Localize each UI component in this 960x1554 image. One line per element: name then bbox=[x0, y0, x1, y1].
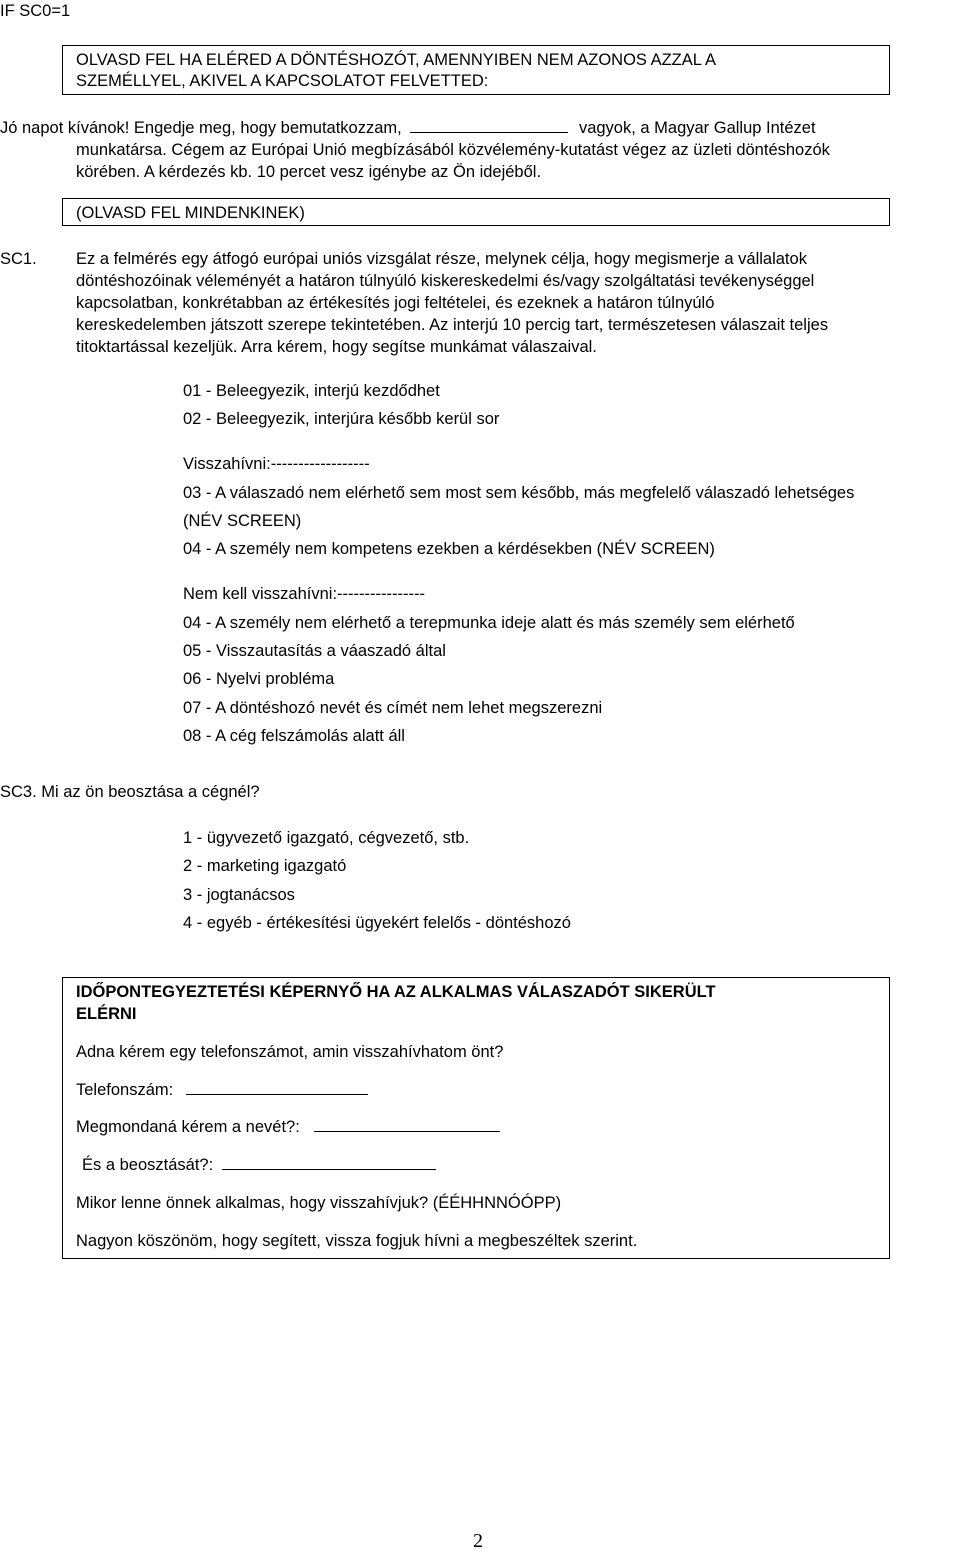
intro-line-1: OLVASD FEL HA ELÉRED A DÖNTÉSHOZÓT, AMENNYIBEN NEM AZONOS AZZAL A bbox=[76, 51, 716, 69]
sc3-option: 3 - jogtanácsos bbox=[183, 886, 295, 904]
no-callback-heading: Nem kell visszahívni:---------------- bbox=[183, 585, 425, 603]
sc3-option: 2 - marketing igazgató bbox=[183, 857, 347, 875]
sc3-option: 4 - egyéb - értékesítési ügyekért felelős - döntéshozó bbox=[183, 914, 571, 932]
appointment-title-2: ELÉRNI bbox=[76, 1005, 137, 1023]
callback-option: 04 - A személy nem kompetens ezekben a kérdésekben (NÉV SCREEN) bbox=[183, 540, 715, 558]
thanks-text: Nagyon köszönöm, hogy segített, vissza fogjuk hívni a megbeszéltek szerint. bbox=[76, 1232, 638, 1250]
no-callback-option: 08 - A cég felszámolás alatt áll bbox=[183, 727, 405, 745]
position-label: És a beosztását?: bbox=[82, 1156, 214, 1174]
phone-row bbox=[76, 1081, 368, 1100]
callback-time-label: Mikor lenne önnek alkalmas, hogy visszahívjuk? (ÉÉHHNNÓÓPP) bbox=[76, 1194, 562, 1212]
sc1-text-line: kereskedelemben játszott szerepe tekintetében. Az interjú 10 percig tart, természetesen válaszait teljes bbox=[76, 316, 829, 334]
callback-option: 03 - A válaszadó nem elérhető sem most sem később, más megfelelő válaszadó lehetséges bbox=[183, 484, 855, 502]
phone-request: Adna kérem egy telefonszámot, amin visszahívhatom önt? bbox=[76, 1043, 504, 1061]
greeting-line-2: munkatársa. Cégem az Európai Unió megbízásából közvélemény-kutatást végez az üzleti döntéshozók bbox=[76, 141, 830, 159]
greeting-line-1b: vagyok, a Magyar Gallup Intézet bbox=[578, 119, 816, 137]
phone-label: Telefonszám: bbox=[76, 1081, 174, 1099]
position-row bbox=[82, 1156, 436, 1175]
sc1-text-line: titoktartással kezeljük. Arra kérem, hogy segítse munkámat válaszaival. bbox=[76, 338, 597, 356]
sc3-option: 1 - ügyvezető igazgató, cégvezető, stb. bbox=[183, 829, 470, 847]
name-blank bbox=[314, 1131, 500, 1132]
greeting-line-3: körében. A kérdezés kb. 10 percet vesz igénybe az Ön idejéből. bbox=[76, 163, 542, 181]
sc1-option: 01 - Beleegyezik, interjú kezdődhet bbox=[183, 382, 440, 400]
sc1-label: SC1. bbox=[0, 250, 37, 268]
read-all-box bbox=[62, 198, 890, 226]
position-blank bbox=[222, 1169, 436, 1170]
sc1-text-line: Ez a felmérés egy átfogó európai uniós vizsgálat része, melynek célja, hogy megismerje a vállalatok bbox=[76, 250, 807, 268]
callback-heading: Visszahívni:------------------ bbox=[183, 455, 370, 473]
callback-option: (NÉV SCREEN) bbox=[183, 512, 302, 530]
greeting-line-1 bbox=[0, 119, 816, 138]
no-callback-option: 05 - Visszautasítás a váaszadó által bbox=[183, 642, 446, 660]
greeting-line-1a: Jó napot kívánok! Engedje meg, hogy bemutatkozzam, bbox=[0, 119, 402, 137]
sc1-text-line: kapcsolatban, konkrétabban az értékesítés jogi feltételei, és ezeknek a határon túlnyúló bbox=[76, 294, 715, 312]
name-label: Megmondaná kérem a nevét?: bbox=[76, 1118, 300, 1136]
no-callback-option: 06 - Nyelvi probléma bbox=[183, 670, 335, 688]
appointment-title-1: IDŐPONTEGYEZTETÉSI KÉPERNYŐ HA AZ ALKALMAS VÁLASZADÓT SIKERÜLT bbox=[76, 983, 716, 1001]
intro-line-2: SZEMÉLLYEL, AKIVEL A KAPCSOLATOT FELVETTED: bbox=[76, 72, 489, 90]
condition-header: IF SC0=1 bbox=[0, 2, 71, 20]
read-all-text: (OLVASD FEL MINDENKINEK) bbox=[76, 204, 305, 222]
sc3-question: SC3. Mi az ön beosztása a cégnél? bbox=[0, 783, 260, 801]
sc1-option: 02 - Beleegyezik, interjúra később kerül sor bbox=[183, 410, 500, 428]
name-row bbox=[76, 1118, 500, 1137]
sc1-text-line: döntéshozóinak véleményét a határon túlnyúló kiskereskedelmi és/vagy szolgáltatási tevékenységgel bbox=[76, 272, 815, 290]
phone-blank bbox=[186, 1094, 368, 1095]
no-callback-option: 07 - A döntéshozó nevét és címét nem lehet megszerezni bbox=[183, 699, 603, 717]
no-callback-option: 04 - A személy nem elérhető a terepmunka ideje alatt és más személy sem elérhető bbox=[183, 614, 795, 632]
intro-instruction-box bbox=[62, 45, 890, 95]
interviewer-name-blank bbox=[410, 132, 568, 133]
appointment-box bbox=[62, 977, 890, 1259]
page-number: 2 bbox=[473, 1530, 483, 1552]
